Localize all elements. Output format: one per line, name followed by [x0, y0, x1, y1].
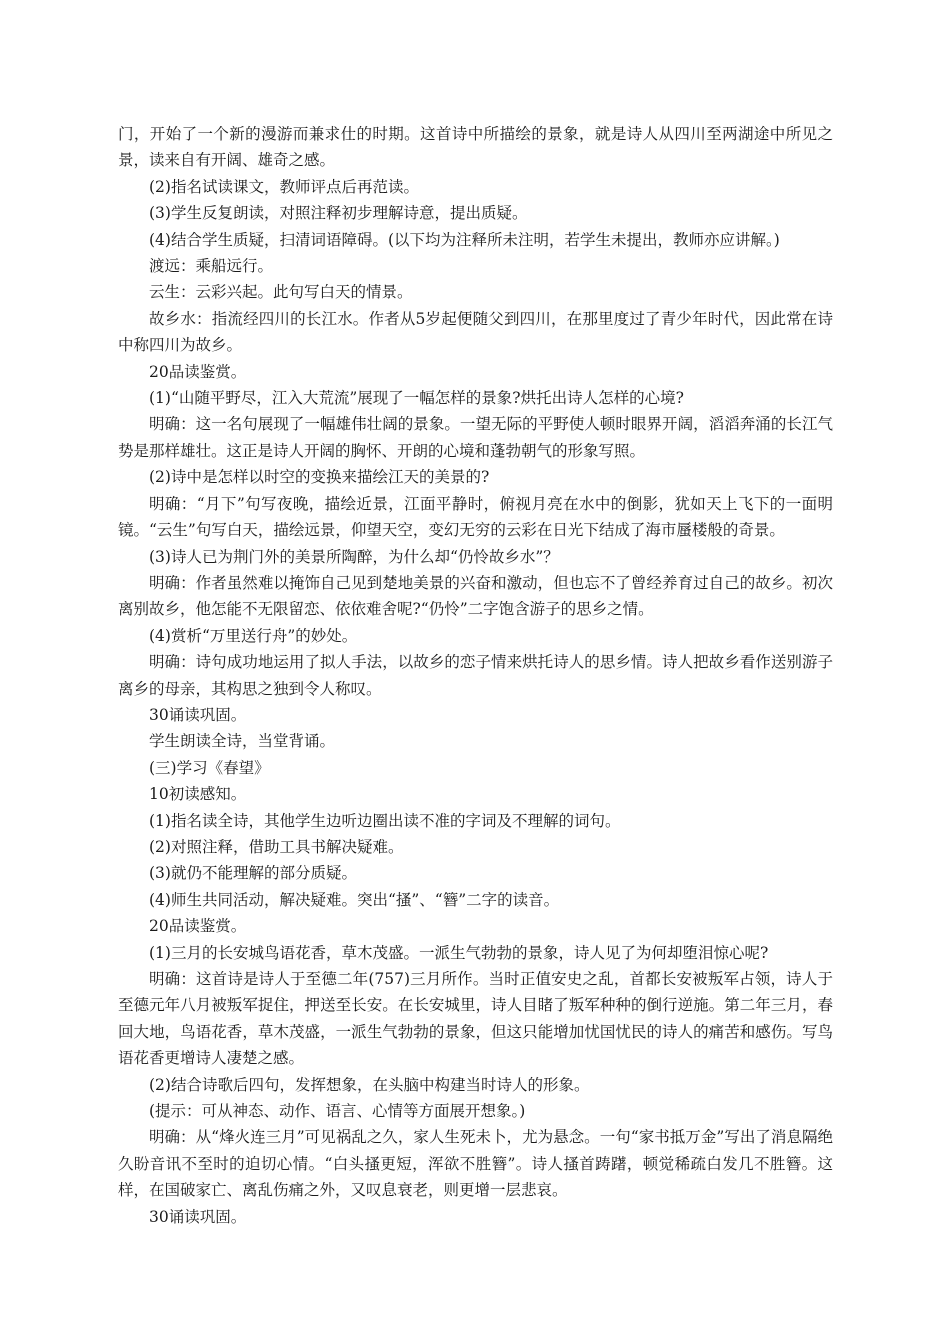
- paragraph: 10初读感知。: [149, 785, 247, 804]
- paragraph: 明确：作者虽然难以掩饰自己见到楚地美景的兴奋和激动，但也忘不了曾经养育过自己的故乡。初次离别故乡，他怎能不无限留恋、依依难舍呢?“仍怜”二字饱含游子的思乡之情。: [118, 573, 833, 619]
- paragraph: 学生朗读全诗，当堂背诵。: [149, 732, 336, 751]
- paragraph: 明确：从“烽火连三月”可见祸乱之久，家人生死未卜，尤为悬念。一句“家书抵万金”写出了消息隔绝久盼音讯不至时的迫切心情。“白头搔更短，浑欲不胜簪”。诗人搔首踌躇，顿觉稀疏白发几不胜簪。这样，在国破家亡、离乱伤痛之外，又叹息衰老，则更增一层悲哀。: [118, 1128, 833, 1200]
- paragraph: (2)对照注释，借助工具书解决疑难。: [149, 837, 404, 856]
- paragraph: (1)“山随平野尽，江入大荒流”展现了一幅怎样的景象?烘托出诗人怎样的心境?: [149, 389, 684, 408]
- paragraph: 门，开始了一个新的漫游而兼求仕的时期。这首诗中所描绘的景象，就是诗人从四川至两湖途中所见之景，读来自有开阔、雄奇之感。: [118, 125, 833, 170]
- paragraph: 明确：诗句成功地运用了拟人手法，以故乡的恋子情来烘托诗人的思乡情。诗人把故乡看作送别游子离乡的母亲，其构思之独到令人称叹。: [118, 653, 833, 698]
- paragraph: 30诵读巩固。: [149, 1207, 247, 1226]
- paragraph: 明确：这首诗是诗人于至德二年(757)三月所作。当时正值安史之乱，首都长安被叛军占领，诗人于至德元年八月被叛军捉住，押送至长安。在长安城里，诗人目睹了叛军种种的倒行逆施。第二年三月，春回大地，鸟语花香，草木茂盛，一派生气勃勃的景象，但这只能增加忧国忧民的诗人的痛苦和感伤。写鸟语花香更增诗人凄楚之感。: [118, 970, 833, 1068]
- paragraph: (3)学生反复朗读，对照注释初步理解诗意，提出质疑。: [149, 204, 528, 223]
- paragraph: (4)赏析“万里送行舟”的妙处。: [149, 626, 358, 645]
- paragraph: (1)三月的长安城鸟语花香，草木茂盛。一派生气勃勃的景象，诗人见了为何却堕泪惊心呢?: [149, 943, 769, 962]
- paragraph: 20品读鉴赏。: [149, 917, 247, 936]
- paragraph: (3)诗人已为荆门外的美景所陶醉，为什么却“仍怜故乡水”？: [149, 547, 559, 566]
- paragraph: 故乡水：指流经四川的长江水。作者从5岁起便随父到四川，在那里度过了青少年时代，因此常在诗中称四川为故乡。: [118, 309, 833, 355]
- document-page: [118, 121, 833, 1230]
- paragraph: (2)诗中是怎样以时空的变换来描绘江天的美景的?: [149, 468, 490, 487]
- paragraph: 明确：“月下”句写夜晚，描绘近景，江面平静时，俯视月亮在水中的倒影，犹如天上飞下的一面明镜。“云生”句写白天，描绘远景，仰望天空，变幻无穷的云彩在日光下结成了海市蜃楼般的奇景。: [118, 494, 833, 540]
- paragraph: (三)学习《春望》: [149, 758, 270, 777]
- paragraph: (3)就仍不能理解的部分质疑。: [149, 864, 357, 883]
- paragraph: 渡远：乘船远行。: [149, 257, 274, 276]
- paragraph: (4)结合学生质疑，扫清词语障碍。(以下均为注释所未注明，若学生未提出，教师亦应讲解。): [149, 230, 780, 249]
- paragraph: (1)指名读全诗，其他学生边听边圈出读不准的字词及不理解的词句。: [149, 811, 621, 830]
- paragraph: (2)指名试读课文，教师评点后再范读。: [149, 177, 419, 196]
- paragraph: (提示：可从神态、动作、语言、心情等方面展开想象。): [149, 1102, 526, 1121]
- paragraph: (2)结合诗歌后四句，发挥想象，在头脑中构建当时诗人的形象。: [149, 1075, 590, 1094]
- paragraph: 30诵读巩固。: [149, 705, 247, 724]
- paragraph: (4)师生共同活动，解决疑难。突出“搔”、“簪”二字的读音。: [149, 890, 560, 909]
- paragraph: 20品读鉴赏。: [149, 362, 247, 381]
- paragraph: 明确：这一名句展现了一幅雄伟壮阔的景象。一望无际的平野使人顿时眼界开阔，滔滔奔涌的长江气势是那样雄壮。这正是诗人开阔的胸怀、开朗的心境和蓬勃朝气的形象写照。: [118, 415, 833, 460]
- paragraph: 云生：云彩兴起。此句写白天的情景。: [149, 283, 413, 302]
